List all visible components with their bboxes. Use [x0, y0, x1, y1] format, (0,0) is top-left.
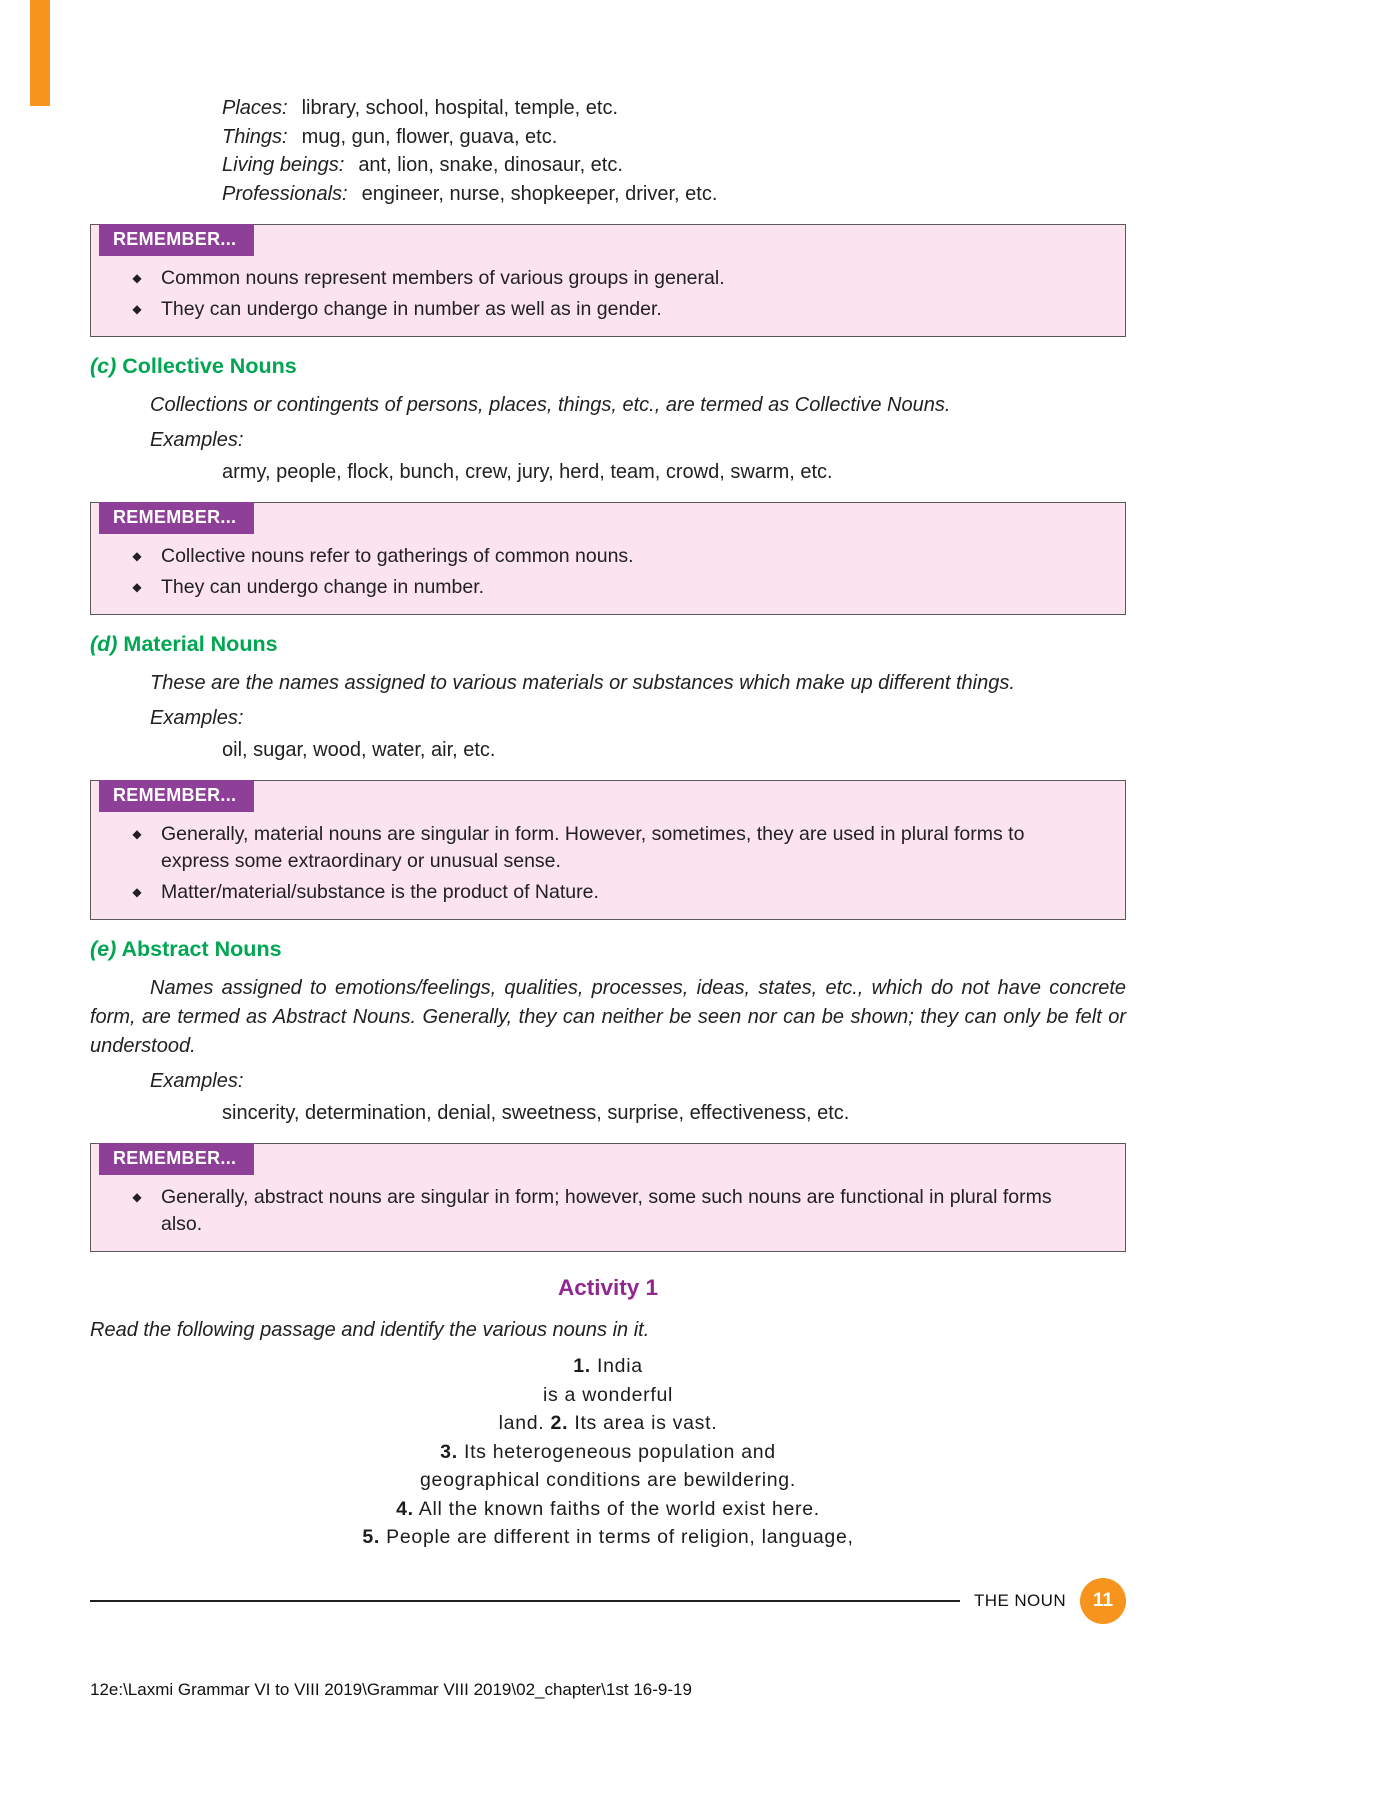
examples-label: Examples: — [150, 707, 244, 729]
noun-example-row — [222, 151, 1126, 180]
noun-example-rows — [90, 94, 1126, 208]
section-definition: These are the names assigned to various materials or substances which make up different things. — [150, 672, 1015, 694]
page-content — [90, 94, 1126, 1700]
section-heading — [90, 631, 1126, 657]
passage-line — [90, 1523, 1126, 1552]
passage-number: 5. — [362, 1526, 381, 1548]
noun-category-items: library, school, hospital, temple, etc. — [301, 97, 619, 119]
remember-box — [90, 502, 1126, 615]
remember-bullet-text: Generally, material nouns are singular in form. However, sometimes, they are used in plural forms to express some extraordinary or unusual sense. — [161, 823, 1025, 872]
passage-line — [90, 1438, 1126, 1467]
passage-line — [90, 1409, 1126, 1438]
section-definition: Names assigned to emotions/feelings, qualities, processes, ideas, states, etc., which do not have concrete form, are termed as Abstract Nouns. Generally, they can neither be seen nor can be shown; they can only be felt or understood. — [90, 977, 1126, 1057]
passage-text: All the known faiths of the world exist here. — [413, 1497, 820, 1520]
section-title: Abstract Nouns — [116, 937, 282, 961]
section-heading — [90, 353, 1126, 379]
remember-bullet-text: They can undergo change in number. — [161, 576, 485, 598]
remember-bullet — [91, 574, 1095, 601]
diamond-bullet-icon: ◆ — [132, 302, 142, 316]
passage-text: land. — [498, 1412, 551, 1434]
noun-category-label: Professionals: — [222, 182, 348, 205]
passage-line — [90, 1381, 1126, 1410]
noun-category-items: ant, lion, snake, dinosaur, etc. — [358, 154, 623, 176]
examples-label: Examples: — [150, 1070, 244, 1092]
remember-box — [90, 224, 1126, 337]
remember-box-title: REMEMBER... — [99, 1143, 254, 1175]
footer-rule — [90, 1600, 960, 1602]
passage-text: People are different in terms of religion, language, — [380, 1526, 854, 1548]
remember-bullet — [91, 296, 1095, 323]
diamond-bullet-icon: ◆ — [132, 580, 142, 594]
activity-instruction: Read the following passage and identify the various nouns in it. — [90, 1319, 650, 1341]
remember-bullet — [91, 543, 1095, 570]
activity-passage — [90, 1352, 1126, 1552]
examples-list: oil, sugar, wood, water, air, etc. — [222, 739, 496, 761]
remember-box — [90, 1143, 1126, 1252]
noun-category-label: Living beings: — [222, 154, 345, 176]
section-title: Collective Nouns — [116, 354, 297, 378]
diamond-bullet-icon: ◆ — [132, 1190, 142, 1204]
remember-bullet — [91, 821, 1095, 875]
section-letter: (d) — [90, 632, 118, 656]
passage-line — [90, 1495, 1126, 1524]
remember-bullet — [91, 1184, 1095, 1238]
passage-number: 2. — [550, 1412, 569, 1434]
page-number-badge: 11 — [1080, 1578, 1126, 1624]
section-letter: (e) — [90, 937, 117, 961]
remember-bullet — [91, 879, 1095, 906]
page-corner-tab — [30, 0, 50, 106]
passage-number: 1. — [573, 1355, 591, 1377]
chapter-title: THE NOUN — [974, 1590, 1066, 1610]
page-footer — [90, 1578, 1126, 1624]
section-title: Material Nouns — [117, 632, 278, 656]
passage-line — [90, 1466, 1126, 1495]
passage-text: India — [590, 1355, 643, 1377]
diamond-bullet-icon: ◆ — [132, 271, 142, 285]
remember-box-title: REMEMBER... — [99, 502, 254, 534]
passage-text: Its heterogeneous population and — [457, 1440, 776, 1463]
file-path-text: 12e:\Laxmi Grammar VI to VIII 2019\Grammar VIII 2019\02_chapter\1st 16-9-19 — [90, 1679, 692, 1699]
activity-title: Activity 1 — [557, 1275, 659, 1300]
passage-text: geographical conditions are bewildering. — [420, 1469, 796, 1491]
examples-list: sincerity, determination, denial, sweetness, surprise, effectiveness, etc. — [222, 1102, 850, 1124]
passage-number: 3. — [440, 1440, 458, 1463]
remember-box-title: REMEMBER... — [99, 780, 254, 812]
remember-bullet — [91, 265, 1095, 292]
remember-bullet-text: They can undergo change in number as well as in gender. — [161, 298, 662, 320]
passage-text: is a wonderful — [542, 1383, 674, 1406]
remember-box — [90, 780, 1126, 920]
diamond-bullet-icon: ◆ — [132, 549, 142, 563]
noun-category-label: Things: — [222, 125, 288, 148]
section-heading — [90, 936, 1126, 962]
examples-label: Examples: — [150, 429, 244, 451]
remember-box-title: REMEMBER... — [99, 224, 254, 256]
passage-text: Its area is vast. — [568, 1412, 718, 1434]
noun-example-row — [222, 180, 1126, 209]
noun-example-row — [222, 123, 1126, 152]
examples-list: army, people, flock, bunch, crew, jury, herd, team, crowd, swarm, etc. — [222, 461, 833, 483]
passage-number: 4. — [396, 1497, 414, 1520]
section-definition: Collections or contingents of persons, places, things, etc., are termed as Collective Nouns. — [150, 394, 951, 416]
noun-category-items: engineer, nurse, shopkeeper, driver, etc. — [361, 182, 718, 205]
noun-category-items: mug, gun, flower, guava, etc. — [301, 125, 558, 148]
diamond-bullet-icon: ◆ — [132, 885, 142, 899]
section-letter: (c) — [90, 354, 117, 378]
noun-example-row — [222, 94, 1126, 123]
remember-bullet-text: Common nouns represent members of various groups in general. — [161, 267, 725, 289]
noun-category-label: Places: — [222, 97, 288, 119]
passage-line — [90, 1352, 1126, 1381]
remember-bullet-text: Matter/material/substance is the product of Nature. — [161, 881, 599, 903]
diamond-bullet-icon: ◆ — [132, 827, 142, 841]
remember-bullet-text: Generally, abstract nouns are singular in form; however, some such nouns are functional in plural forms also. — [161, 1186, 1052, 1235]
remember-bullet-text: Collective nouns refer to gatherings of common nouns. — [161, 545, 634, 567]
